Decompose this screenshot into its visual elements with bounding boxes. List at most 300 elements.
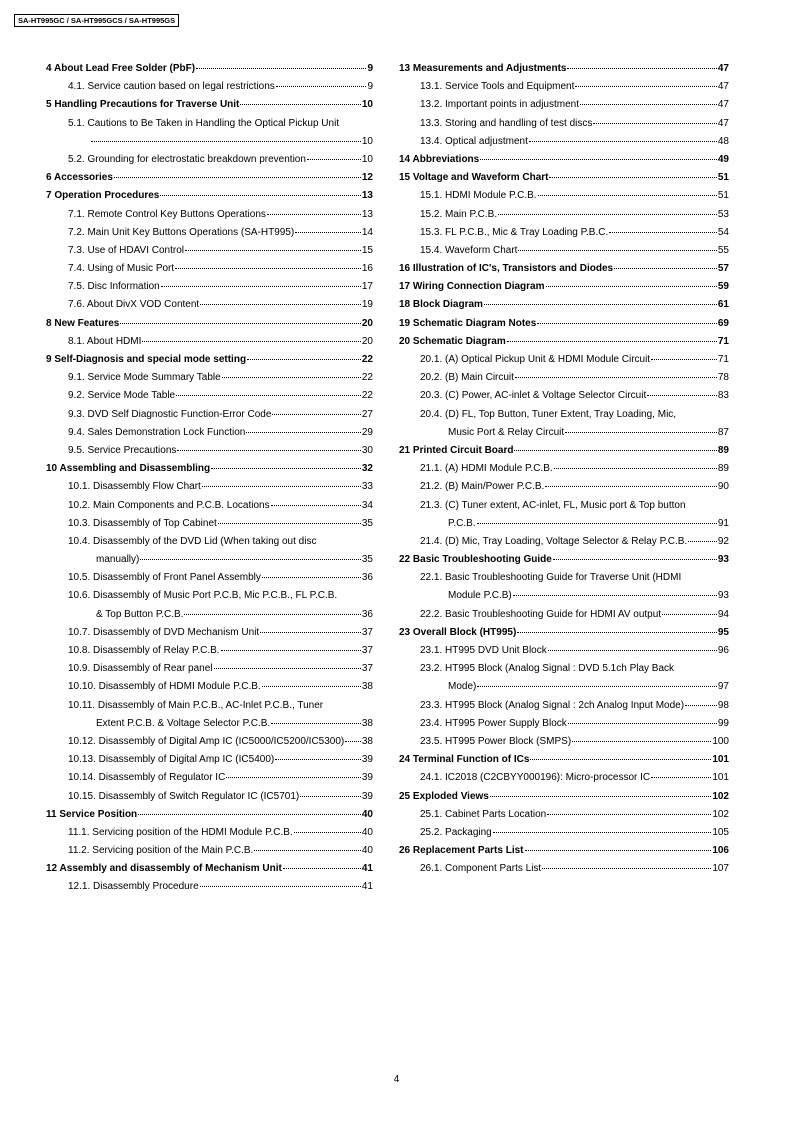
toc-entry-number: 20.3. [420,390,443,402]
toc-subsection-entry[interactable] [399,224,729,242]
toc-entry-number: 11.1. [68,826,90,838]
dot-leader [647,395,717,396]
toc-entry-number: 10.11. [68,699,96,711]
toc-subsection-entry[interactable] [399,206,729,224]
dot-leader [222,377,361,378]
toc-entry-number: 23.5. [420,735,443,747]
dot-leader [271,723,361,724]
toc-entry-number: 15 [399,172,411,184]
toc-subsection-entry[interactable] [399,715,729,733]
toc-entry-number: 18 [399,299,411,311]
toc-entry-title: Extent P.C.B. & Voltage Selector P.C.B. [96,717,271,729]
dot-leader [545,486,717,487]
toc-entry-number: 10.9. [68,663,91,675]
toc-entry-title: Disassembly of Switch Regulator IC (IC5701) [98,790,300,802]
toc-subsection-entry[interactable] [399,660,729,696]
toc-page-number: 40 [361,845,373,857]
toc-page-number: 51 [717,172,729,184]
dot-leader [565,432,717,433]
toc-page-number: 20 [361,335,373,347]
toc-entry-number: 10.12. [68,735,96,747]
toc-section-entry[interactable] [40,806,373,824]
toc-subsection-entry[interactable] [40,151,373,169]
dot-leader [548,650,717,651]
dot-leader [688,541,717,542]
toc-page-number: 10 [361,99,373,111]
toc-entry-number: 21.2. [420,481,443,493]
toc-subsection-entry[interactable] [399,78,729,96]
toc-page-number: 101 [712,772,729,784]
toc-page-number: 40 [361,826,373,838]
toc-subsection-entry[interactable] [40,478,373,496]
toc-subsection-entry[interactable] [40,678,373,696]
toc-entry-number: 11.2. [68,845,90,857]
dot-leader [546,286,717,287]
toc-subsection-entry[interactable] [40,242,373,260]
toc-page-number: 29 [361,426,373,438]
toc-entry-number: 19 [399,317,411,329]
toc-page-number: 14 [361,226,373,238]
dot-leader [537,323,717,324]
toc-entry-title: Wiring Connection Diagram [412,281,545,293]
toc-page-number: 48 [717,135,729,147]
toc-subsection-entry[interactable] [399,133,729,151]
toc-subsection-entry[interactable] [399,642,729,660]
dot-leader [114,177,361,178]
toc-subsection-entry[interactable] [40,842,373,860]
toc-entry-number: 5 [46,99,52,111]
toc-subsection-entry[interactable] [40,769,373,787]
toc-section-entry[interactable] [399,788,729,806]
dot-leader [685,705,717,706]
toc-entry-number: 22 [399,554,411,566]
toc-entry-number: 15.3. [420,226,443,238]
toc-page-number: 13 [361,190,373,202]
toc-page-number: 13 [361,208,373,220]
toc-entry-title: Main P.C.B. [445,208,498,220]
toc-entry-number: 10.3. [68,517,91,529]
toc-entry-number: 13.1. [420,81,443,93]
dot-leader [514,450,716,451]
toc-entry-title: Service Mode Summary Table [87,372,221,384]
toc-entry-title: HT995 Power Supply Block [445,717,567,729]
toc-entry-number: 25.1. [420,808,443,820]
dot-leader [160,195,361,196]
toc-section-entry[interactable] [40,187,373,205]
toc-page-number: 33 [361,481,373,493]
toc-entry-number: 9.4. [68,426,85,438]
toc-subsection-entry[interactable] [40,497,373,515]
toc-entry-title: Illustration of IC's, Transistors and Diodes [412,263,614,275]
toc-entry-title: Disassembly of HDMI Module P.C.B. [98,681,261,693]
toc-subsection-entry[interactable] [399,406,729,442]
toc-subsection-entry[interactable] [40,387,373,405]
toc-entry-number: 21 [399,444,411,456]
toc-page-number: 107 [712,863,729,875]
toc-page-number: 47 [717,81,729,93]
toc-entry-title: Component Parts List [445,863,542,875]
toc-section-entry[interactable] [399,278,729,296]
toc-entry-number: 10.7. [68,626,91,638]
dot-leader [547,814,711,815]
dot-leader [161,286,361,287]
toc-entry-number: 7.3. [68,244,85,256]
dot-leader [490,796,711,797]
toc-subsection-entry[interactable] [40,515,373,533]
toc-entry-title: & Top Button P.C.B. [96,608,184,620]
toc-section-entry[interactable] [40,60,373,78]
toc-entry-title: Printed Circuit Board [412,444,514,456]
toc-entry-title: Main Unit Key Buttons Operations (SA-HT995) [87,226,295,238]
toc-entry-title: Block Diagram [412,299,483,311]
toc-entry-number: 15.2. [420,208,443,220]
toc-entry-number: 20 [399,335,411,347]
toc-entry-title: Using of Music Port [87,263,175,275]
toc-page-number: 61 [717,299,729,311]
toc-page-number: 41 [361,863,373,875]
toc-entry-title: Service Tools and Equipment [445,81,575,93]
toc-subsection-entry[interactable] [40,442,373,460]
toc-subsection-entry[interactable] [40,624,373,642]
dot-leader [246,432,361,433]
toc-entry-title: HT995 Power Block (SMPS) [445,735,572,747]
toc-section-entry[interactable] [399,169,729,187]
toc-entry-number: 20.4. [420,408,443,420]
toc-entry-title: (D) Mic, Tray Loading, Voltage Selector & Relay P.C.B. [445,535,688,547]
toc-entry-title: Music Port & Relay Circuit [448,426,565,438]
dot-leader [480,159,717,160]
toc-entry-number: 10.6. [68,590,91,602]
toc-entry-title: Grounding for electrostatic breakdown prevention [87,153,306,165]
toc-section-entry[interactable] [399,315,729,333]
toc-subsection-entry[interactable] [399,806,729,824]
toc-entry-title: Exploded Views [412,790,489,802]
toc-subsection-entry[interactable] [40,788,373,806]
model-header: SA-HT995GC / SA-HT995GCS / SA-HT995GS [14,14,179,27]
toc-subsection-entry[interactable] [40,424,373,442]
dot-leader [614,268,717,269]
toc-subsection-entry[interactable] [40,78,373,96]
dot-leader [196,68,366,69]
toc-subsection-entry[interactable] [40,587,373,623]
toc-page-number: 102 [712,808,729,820]
toc-entry-number: 21.1. [420,463,443,475]
toc-entry-title: About DivX VOD Content [86,299,200,311]
dot-leader [651,777,711,778]
toc-page-number: 22 [361,372,373,384]
dot-leader [200,886,361,887]
toc-entry-title: Mode) [448,681,477,693]
toc-entry-number: 4.1. [68,81,85,93]
dot-leader [218,523,361,524]
dot-leader [184,614,360,615]
toc-entry-title: (B) Main/Power P.C.B. [445,481,545,493]
toc-entry-number: 7.5. [68,281,85,293]
toc-page-number: 10 [361,153,373,165]
toc-entry-number: 13.4. [420,135,443,147]
dot-leader [593,123,717,124]
toc-subsection-entry[interactable] [40,878,373,896]
toc-subsection-entry[interactable] [399,697,729,715]
toc-entry-number: 13 [399,63,411,74]
toc-entry-number: 20.2. [420,372,443,384]
toc-entry-number: 23.2. [420,663,443,675]
toc-entry-number: 16 [399,263,411,275]
toc-entry-number: 10.5. [68,572,91,584]
toc-page-number: 96 [717,645,729,656]
toc-subsection-entry[interactable] [40,406,373,424]
toc-entry-number: 9.5. [68,444,85,456]
toc-section-entry[interactable] [399,151,729,169]
dot-leader [211,468,361,469]
toc-entry-title: Disassembly Procedure [93,881,199,893]
toc-section-entry[interactable] [40,860,373,878]
toc-page-number: 47 [717,117,729,129]
toc-entry-title: Service caution based on legal restrictions [87,81,275,93]
dot-leader [484,304,717,305]
toc-section-entry[interactable] [399,333,729,351]
toc-entry-title: Disassembly of Music Port P.C.B, Mic P.C.B., FL P.C.B. [93,590,338,602]
toc-column-right [399,60,729,878]
toc-subsection-entry[interactable] [40,733,373,751]
toc-entry-title: Overall Block (HT995) [412,626,517,638]
dot-leader [307,159,361,160]
dot-leader [568,723,717,724]
toc-entry-title: Disassembly of Regulator IC [98,772,226,784]
toc-entry-title: Important points in adjustment [445,99,579,111]
dot-leader [120,323,361,324]
toc-subsection-entry[interactable] [399,733,729,751]
toc-entry-title: Cabinet Parts Location [445,808,547,820]
toc-subsection-entry[interactable] [40,278,373,296]
dot-leader [609,232,717,233]
toc-page-number: 102 [712,790,729,802]
toc-section-entry[interactable] [40,315,373,333]
toc-entry-number: 14 [399,153,411,165]
toc-entry-number: 22.1. [420,572,443,584]
toc-subsection-entry[interactable] [40,115,373,151]
toc-subsection-entry[interactable] [40,260,373,278]
toc-page-number: 97 [717,681,729,693]
toc-entry-title: Service Mode Table [87,390,176,402]
toc-page-number: 90 [717,481,729,493]
toc-page-number: 106 [712,845,729,857]
dot-leader [91,141,361,142]
toc-section-entry[interactable] [399,260,729,278]
toc-page-number: 87 [717,426,729,438]
dot-leader [283,868,361,869]
dot-leader [513,595,717,596]
toc-entry-number: 5.1. [68,117,85,129]
toc-subsection-entry[interactable] [40,224,373,242]
toc-entry-title: (A) HDMI Module P.C.B. [445,463,553,475]
dot-leader [529,141,717,142]
toc-page-number: 83 [717,390,729,402]
toc-entry-number: 20.1. [420,354,443,365]
toc-entry-title: FL P.C.B., Mic & Tray Loading P.B.C. [445,226,609,238]
toc-subsection-entry[interactable] [40,660,373,678]
toc-entry-title: Schematic Diagram [412,335,506,347]
toc-page-number: 89 [717,444,729,456]
dot-leader [185,250,361,251]
toc-section-entry[interactable] [399,296,729,314]
toc-page-number: 35 [361,554,373,566]
toc-section-entry[interactable] [399,551,729,569]
toc-page-number: 17 [361,281,373,293]
toc-page-number: 34 [361,499,373,511]
toc-entry-title: P.C.B. [448,517,476,529]
toc-entry-title: Main Components and P.C.B. Locations [93,499,270,511]
dot-leader [538,195,717,196]
dot-leader [177,450,360,451]
toc-entry-title: Handling Precautions for Traverse Unit [54,99,240,111]
toc-entry-number: 5.2. [68,153,85,165]
toc-entry-number: 15.4. [420,244,443,256]
dot-leader [530,759,711,760]
toc-entry-number: 11 [46,808,57,820]
toc-page-number: 12 [361,172,373,184]
toc-subsection-entry[interactable] [399,569,729,605]
toc-entry-title: Replacement Parts List [412,845,524,857]
toc-subsection-entry[interactable] [40,369,373,387]
toc-section-entry[interactable] [399,60,729,78]
toc-section-entry[interactable] [40,351,373,369]
toc-entry-title: HT995 Block (Analog Signal : DVD 5.1ch Play Back [445,663,675,675]
toc-subsection-entry[interactable] [399,860,729,878]
toc-entry-number: 7.6. [68,299,85,311]
toc-subsection-entry[interactable] [399,387,729,405]
toc-page-number: 37 [361,626,373,638]
toc-subsection-entry[interactable] [40,206,373,224]
toc-page-number: 22 [361,354,373,365]
toc-subsection-entry[interactable] [399,824,729,842]
toc-entry-title: Disassembly of Rear panel [93,663,213,675]
dot-leader [294,832,361,833]
toc-entry-title: (C) Tuner extent, AC-inlet, FL, Music port & Top button [445,499,686,511]
toc-page-number: 49 [717,153,729,165]
toc-entry-number: 10.1. [68,481,91,493]
toc-section-entry[interactable] [399,842,729,860]
toc-subsection-entry[interactable] [399,478,729,496]
toc-page-number: 37 [361,663,373,675]
toc-entry-number: 17 [399,281,411,293]
toc-entry-number: 9 [46,354,52,365]
toc-subsection-entry[interactable] [399,533,729,551]
toc-subsection-entry[interactable] [40,333,373,351]
toc-entry-number: 8.1. [68,335,85,347]
dot-leader [515,377,717,378]
toc-entry-number: 21.4. [420,535,443,547]
toc-entry-title: (A) Optical Pickup Unit & HDMI Module Circuit [445,354,651,365]
toc-subsection-entry[interactable] [40,642,373,660]
dot-leader [554,468,717,469]
toc-entry-title: Service Precautions [87,444,177,456]
toc-page-number: 38 [361,735,373,747]
toc-entry-title: Disassembly of Front Panel Assembly [93,572,261,584]
toc-entry-title: Packaging [445,826,492,838]
toc-subsection-entry[interactable] [40,751,373,769]
toc-entry-number: 7.2. [68,226,85,238]
toc-entry-title: Servicing position of the Main P.C.B. [92,845,254,857]
dot-leader [175,268,361,269]
dot-leader [295,232,361,233]
toc-entry-title: Abbreviations [412,153,480,165]
toc-subsection-entry[interactable] [399,115,729,133]
toc-entry-number: 7.1. [68,208,85,220]
dot-leader [567,68,716,69]
toc-subsection-entry[interactable] [399,351,729,369]
dot-leader [300,796,361,797]
toc-subsection-entry[interactable] [399,769,729,787]
toc-page-number: 78 [717,372,729,384]
toc-section-entry[interactable] [40,96,373,114]
toc-entry-number: 9.1. [68,372,85,384]
dot-leader [138,814,361,815]
toc-subsection-entry[interactable] [40,697,373,733]
toc-subsection-entry[interactable] [399,460,729,478]
toc-section-entry[interactable] [399,751,729,769]
toc-page-number: 59 [717,281,729,293]
toc-entry-number: 7 [46,190,52,202]
toc-page-number: 54 [717,226,729,238]
toc-entry-title: Sales Demonstration Lock Function [87,426,246,438]
toc-entry-title: Servicing position of the HDMI Module P.C.B. [92,826,293,838]
toc-section-entry[interactable] [40,460,373,478]
dot-leader [262,686,361,687]
toc-entry-number: 7.4. [68,263,85,275]
toc-section-entry[interactable] [40,169,373,187]
toc-entry-number: 8 [46,317,52,329]
toc-entry-title: Terminal Function of ICs [412,754,530,766]
toc-entry-title: (D) FL, Top Button, Tuner Extent, Tray Loading, Mic, [445,408,677,420]
toc-entry-number: 23.3. [420,699,443,711]
toc-subsection-entry[interactable] [399,497,729,533]
toc-entry-title: Disassembly of Digital Amp IC (IC5000/IC5200/IC5300) [98,735,345,747]
toc-entry-title: Measurements and Adjustments [412,63,567,74]
toc-section-entry[interactable] [399,442,729,460]
dot-leader [221,650,361,651]
toc-subsection-entry[interactable] [399,606,729,624]
toc-subsection-entry[interactable] [40,824,373,842]
toc-column-left [40,60,373,897]
toc-subsection-entry[interactable] [40,569,373,587]
toc-entry-number: 10.8. [68,645,91,656]
toc-page-number: 92 [717,535,729,547]
toc-subsection-entry[interactable] [399,242,729,260]
toc-entry-title: Basic Troubleshooting Guide [412,554,552,566]
toc-entry-title: manually) [96,554,140,566]
dot-leader [202,486,361,487]
toc-entry-number: 25 [399,790,411,802]
toc-page-number: 22 [361,390,373,402]
toc-page-number: 89 [717,463,729,475]
toc-entry-number: 10.2. [68,499,91,511]
toc-section-entry[interactable] [399,624,729,642]
toc-subsection-entry[interactable] [399,187,729,205]
dot-leader [260,632,361,633]
toc-entry-title: Waveform Chart [445,244,518,256]
toc-subsection-entry[interactable] [40,533,373,569]
toc-entry-title: Basic Troubleshooting Guide for Traverse Unit (HDMI [445,572,682,584]
toc-entry-number: 26 [399,845,411,857]
dot-leader [542,868,711,869]
toc-page-number: 95 [717,626,729,638]
toc-subsection-entry[interactable] [399,96,729,114]
dot-leader [142,341,360,342]
toc-subsection-entry[interactable] [40,296,373,314]
toc-subsection-entry[interactable] [399,369,729,387]
toc-page-number: 71 [717,354,729,365]
